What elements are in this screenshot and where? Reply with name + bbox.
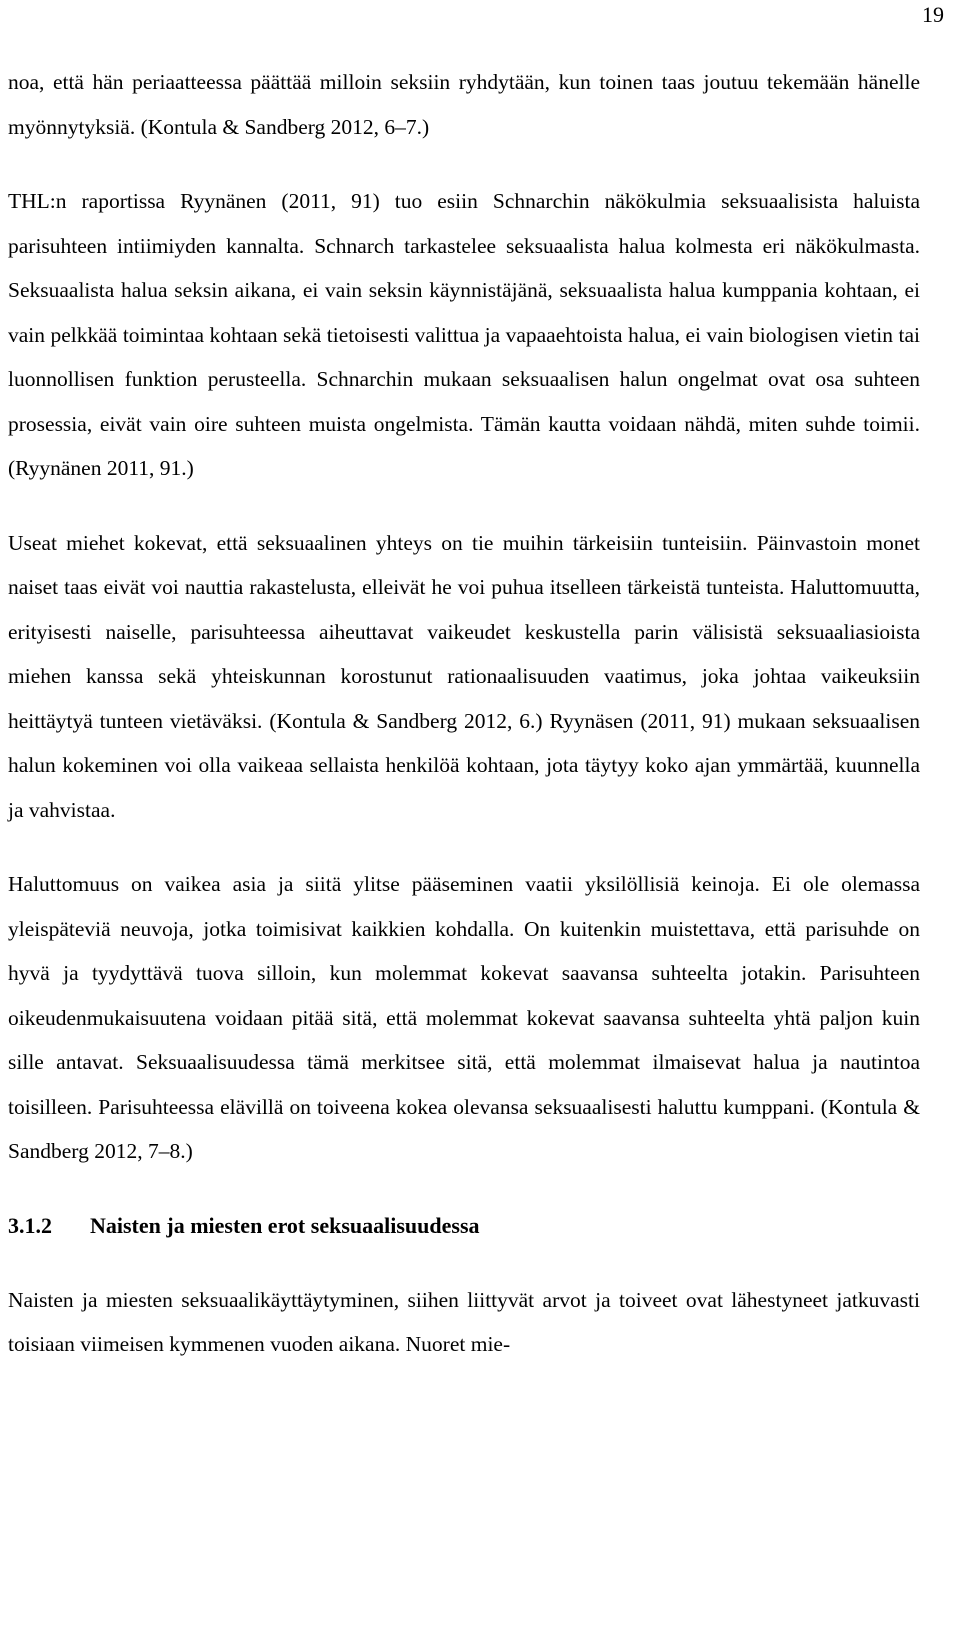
paragraph-gap <box>8 832 920 862</box>
paragraph: THL:n raportissa Ryynänen (2011, 91) tuo esiin Schnarchin näkökulmia seksuaalisista haluista parisuhteen intiimiyden kannalta. Schnarch tarkastelee seksuaalista halua kolmesta eri näkökulmasta. Seksuaalista halua seksin aikana, ei vain seksin käynnistäjänä, seksuaalista halua kumppania kohtaan, ei vain pelkkää toimintaa kohtaan sekä tietoisesti valittua ja vapaaehtoista halua, ei vain biologisen vietin tai luonnollisen funktion perusteella. Schnarchin mukaan seksuaalisen halun ongelmat ovat osa suhteen prosessia, eivät vain oire suhteen muista ongelmista. Tämän kautta voidaan nähdä, miten suhde toimii. (Ryynänen 2011, 91.) <box>8 189 920 480</box>
paragraph: noa, että hän periaatteessa päättää milloin seksiin ryhdytään, kun toinen taas joutuu tekemään hänelle myönnytyksiä. (Kontula & Sandberg 2012, 6–7.) <box>8 70 920 139</box>
paragraph-gap <box>8 1174 920 1204</box>
section-number: 3.1.2 <box>8 1212 52 1238</box>
paragraph: Useat miehet kokevat, että seksuaalinen yhteys on tie muihin tärkeisiin tunteisiin. Päinvastoin monet naiset taas eivät voi nauttia rakastelusta, elleivät he voi puhua itselleen tärkeistä tunteista. Haluttomuutta, erityisesti naiselle, parisuhteessa aiheuttavat vaikeudet keskustella parin välisistä seksuaaliasioista miehen kanssa sekä yhteiskunnan korostunut rationaalisuuden vaatimus, joka johtaa vaikeuksiin heittäytyä tunteen vietäväksi. (Kontula & Sandberg 2012, 6.) Ryynäsen (2011, 91) mukaan seksuaalisen halun kokeminen voi olla vaikeaa sellaista henkilöä kohtaan, jota täytyy koko ajan ymmärtää, kuunnella ja vahvistaa. <box>8 530 920 822</box>
page-number: 19 <box>922 2 944 27</box>
paragraph: Naisten ja miesten seksuaalikäyttäytyminen, siihen liittyvät arvot ja toiveet ovat lähestyneet jatkuvasti toisiaan viimeisen kymmenen vuoden aikana. Nuoret mie- <box>8 1287 920 1356</box>
paragraph-gap <box>8 1248 920 1278</box>
paragraph: Haluttomuus on vaikea asia ja siitä ylitse pääseminen vaatii yksilöllisiä keinoja. Ei ole olemassa yleispäteviä neuvoja, jotka toimisivat kaikkien kohdalla. On kuitenkin muistettava, että parisuhde on hyvä ja tyydyttävä tuova silloin, kun molemmat kokevat saavansa suhteelta jotakin. Parisuhteen oikeudenmukaisuutena voidaan pitää sitä, että molemmat kokevat saavansa suhteelta yhtä paljon kuin sille antavat. Seksuaalisuudessa tämä merkitsee sitä, että molemmat ilmaisevat halua ja nautintoa toisilleen. Parisuhteessa elävillä on toiveena kokea olevansa seksuaalisesti haluttu kumppani. (Kontula & Sandberg 2012, 7–8.) <box>8 872 920 1163</box>
paragraph-gap <box>8 149 920 179</box>
section-heading <box>8 1204 920 1248</box>
paragraph-gap <box>8 491 920 521</box>
section-title: Naisten ja miesten erot seksuaalisuudessa <box>90 1212 480 1238</box>
document-body <box>8 60 920 1367</box>
